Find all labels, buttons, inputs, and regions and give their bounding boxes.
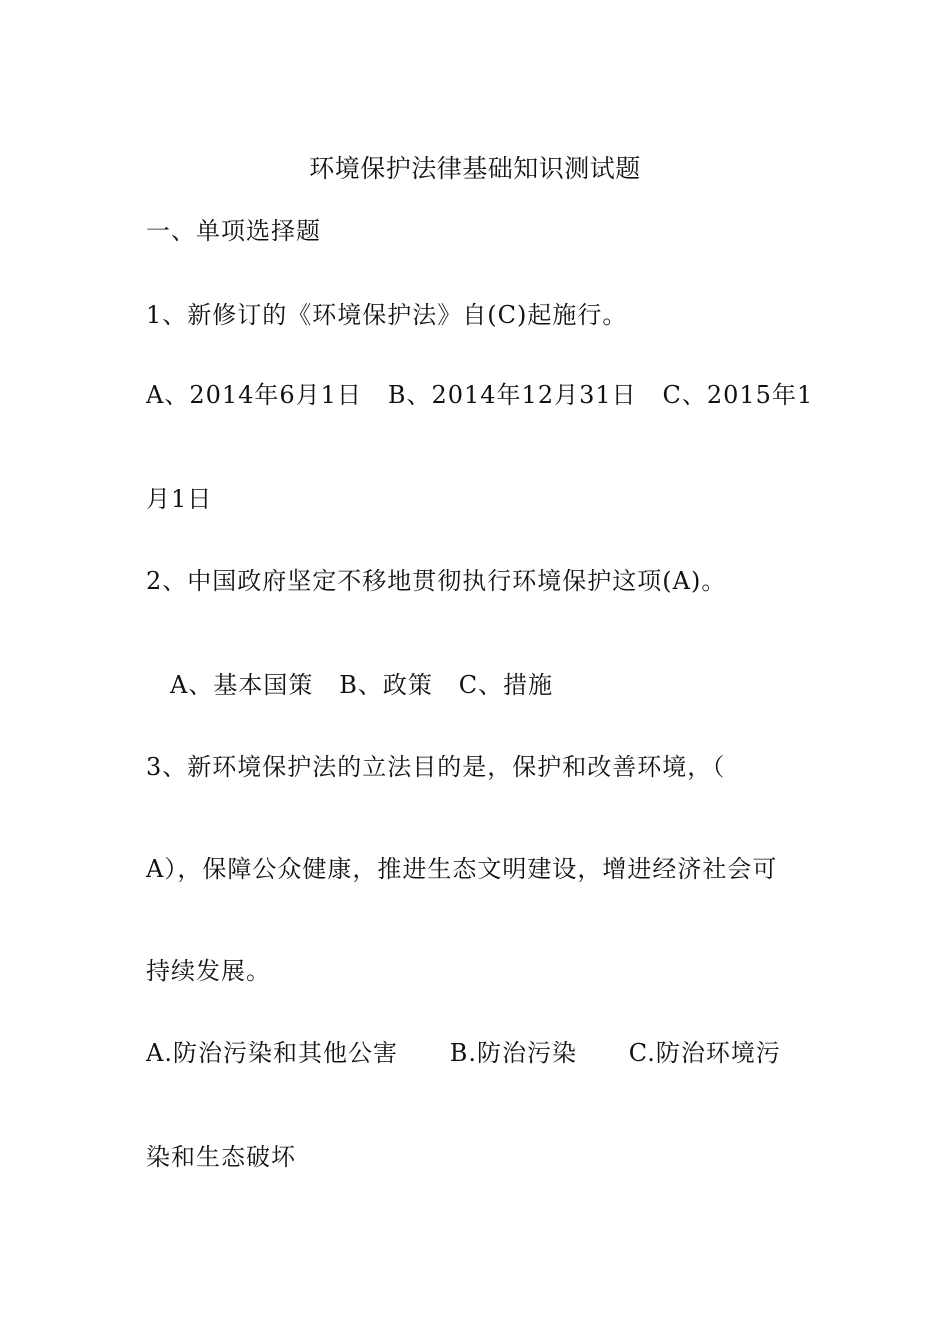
question-3-options-line-2: 染和生态破坏 <box>146 1143 296 1171</box>
question-3-stem-line-3: 持续发展。 <box>146 957 271 985</box>
question-1-stem: 1、新修订的《环境保护法》自(C)起施行。 <box>146 301 628 329</box>
question-3-options-line-1: A.防治污染和其他公害 B.防治污染 C.防治环境污 <box>146 1039 781 1067</box>
question-2-options: A、基本国策 B、政策 C、措施 <box>170 671 554 699</box>
question-3-stem-line-1: 3、新环境保护法的立法目的是，保护和改善环境，（ <box>146 753 726 781</box>
section-heading: 一、单项选择题 <box>146 217 321 245</box>
question-3-stem-line-2: A），保障公众健康，推进生态文明建设，增进经济社会可 <box>146 855 778 883</box>
document-title: 环境保护法律基础知识测试题 <box>309 153 641 183</box>
question-2-stem: 2、中国政府坚定不移地贯彻执行环境保护这项(A)。 <box>146 567 727 595</box>
question-1-options-line-2: 月1日 <box>146 485 213 513</box>
question-1-options-line-1: A、2014年6月1日 B、2014年12月31日 C、2015年1 <box>146 381 814 409</box>
